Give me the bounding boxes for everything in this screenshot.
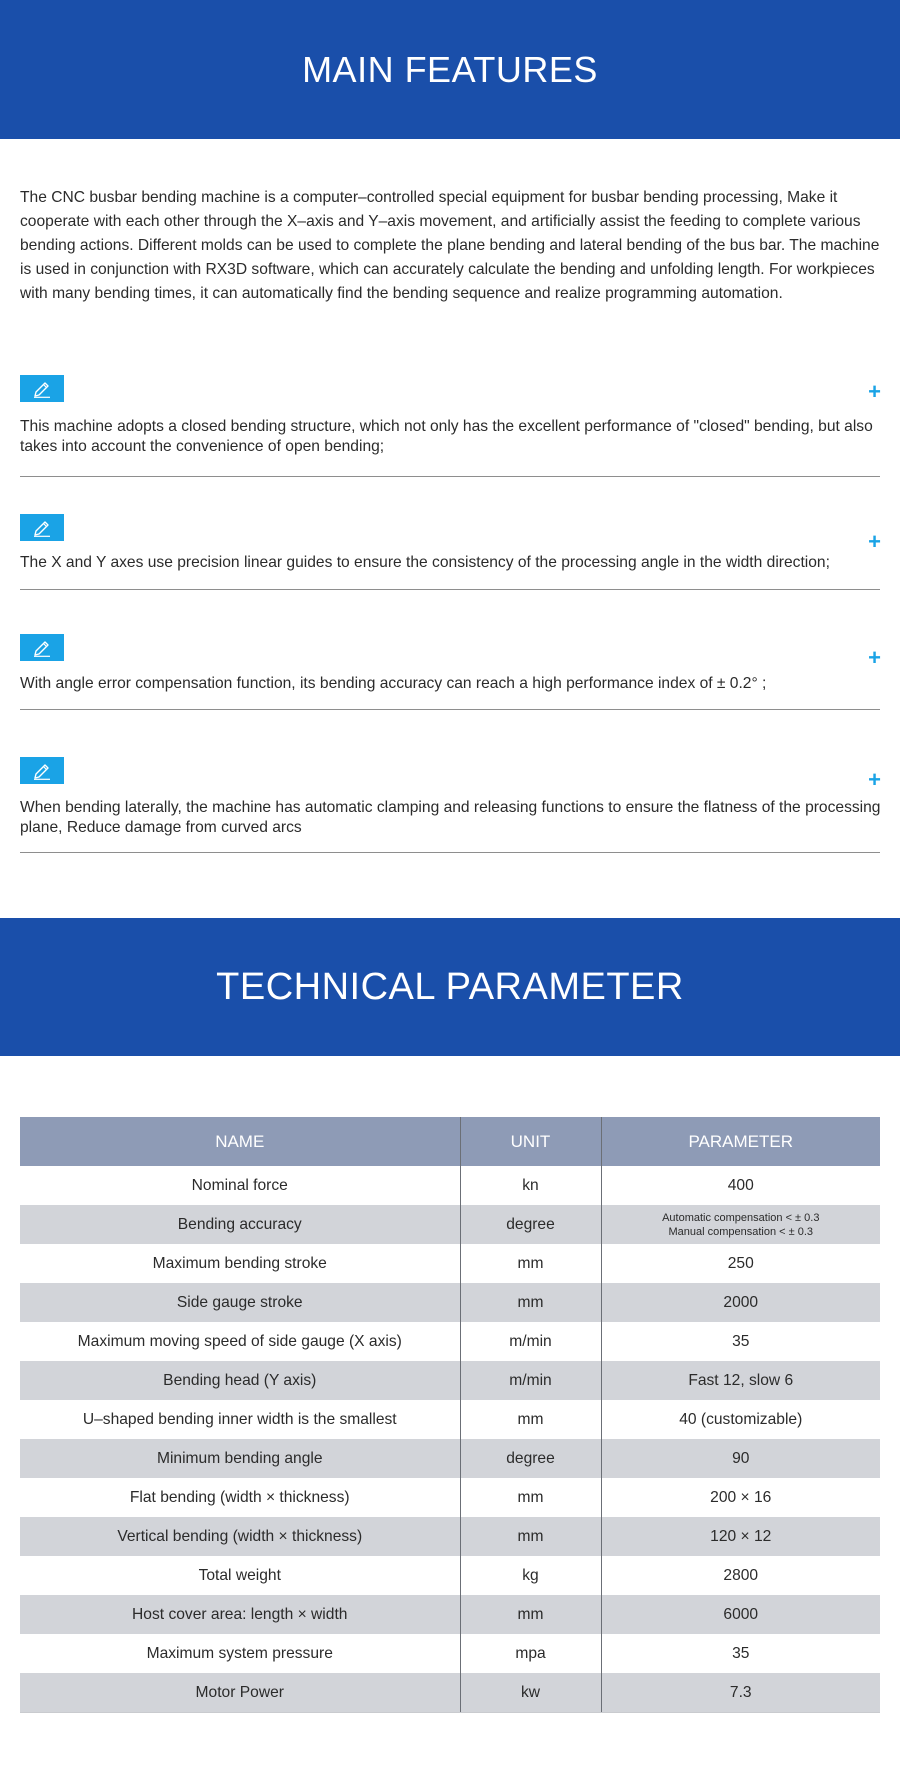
column-header-unit: UNIT (460, 1117, 601, 1166)
cell-name: Minimum bending angle (20, 1439, 460, 1478)
table-row (20, 1205, 880, 1244)
pencil-icon (20, 514, 64, 541)
table-row (20, 1673, 880, 1713)
cell-unit: mpa (460, 1634, 601, 1673)
cell-name: Motor Power (20, 1673, 460, 1713)
pencil-icon (20, 375, 64, 402)
cell-parameter: 200 × 16 (601, 1478, 880, 1517)
main-features-heading: MAIN FEATURES (302, 48, 598, 90)
cell-unit: kg (460, 1556, 601, 1595)
divider (20, 589, 880, 590)
cell-unit: mm (460, 1283, 601, 1322)
cell-unit: mm (460, 1244, 601, 1283)
technical-parameter-heading: TECHNICAL PARAMETER (216, 965, 684, 1008)
cell-name: Vertical bending (width × thickness) (20, 1517, 460, 1556)
cell-parameter: 400 (601, 1166, 880, 1205)
cell-unit: m/min (460, 1361, 601, 1400)
main-features-banner (0, 0, 900, 139)
cell-name: U–shaped bending inner width is the smallest (82, 1410, 397, 1428)
cell-name: Maximum bending stroke (152, 1254, 327, 1272)
cell-unit: degree (460, 1439, 601, 1478)
cell-parameter: 7.3 (601, 1673, 880, 1713)
cell-parameter: 6000 (601, 1595, 880, 1634)
table-row (20, 1556, 880, 1595)
expand-plus-icon[interactable]: + (868, 767, 881, 792)
cell-name: Side gauge stroke (20, 1283, 460, 1322)
cell-unit: kw (460, 1673, 601, 1713)
cell-parameter: Fast 12, slow 6 (601, 1361, 880, 1400)
table-row (20, 1478, 880, 1517)
expand-plus-icon[interactable]: + (868, 645, 881, 670)
divider (20, 852, 880, 853)
cell-unit: mm (460, 1400, 601, 1439)
cell-name: Host cover area: length × width (20, 1595, 460, 1634)
parameter-line: Manual compensation < ± 0.3 (668, 1225, 814, 1238)
technical-parameter-banner (0, 918, 900, 1056)
parameter-table (20, 1117, 880, 1713)
cell-name: Total weight (198, 1566, 281, 1584)
pencil-icon (20, 757, 64, 784)
cell-parameter: 35 (601, 1322, 880, 1361)
table-row (20, 1166, 880, 1205)
cell-unit: degree (460, 1205, 601, 1244)
cell-parameter: 2800 (601, 1556, 880, 1595)
table-row (20, 1322, 880, 1361)
table-row (20, 1283, 880, 1322)
feature-text: The X and Y axes use precision linear guides to ensure the consistency of the processing angle in the width direction; (20, 554, 830, 571)
cell-unit: mm (460, 1595, 601, 1634)
cell-name: Nominal force (191, 1176, 288, 1194)
cell-parameter: 2000 (601, 1283, 880, 1322)
table-row (20, 1439, 880, 1478)
feature-text: With angle error compensation function, its bending accuracy can reach a high performance index of ± 0.2° ; (20, 675, 767, 692)
feature-text: When bending laterally, the machine has automatic clamping and releasing functions to ensure the flatness of the processing plane, Reduce damage from curved arcs (20, 799, 881, 836)
cell-name: Bending accuracy (20, 1205, 460, 1244)
cell-unit: mm (460, 1478, 601, 1517)
expand-plus-icon[interactable]: + (868, 379, 881, 404)
table-row (20, 1595, 880, 1634)
table-row (20, 1517, 880, 1556)
column-header-name: NAME (20, 1117, 460, 1166)
divider (20, 709, 880, 710)
table-header-row (20, 1117, 880, 1166)
cell-parameter: 90 (601, 1439, 880, 1478)
cell-parameter: 120 × 12 (601, 1517, 880, 1556)
cell-name: Maximum moving speed of side gauge (X axis) (77, 1332, 402, 1350)
cell-name: Maximum system pressure (146, 1644, 333, 1662)
cell-unit: kn (460, 1166, 601, 1205)
parameter-line: Automatic compensation < ± 0.3 (662, 1211, 820, 1224)
expand-plus-icon[interactable]: + (868, 529, 881, 554)
table-row (20, 1361, 880, 1400)
pencil-icon (20, 634, 64, 661)
cell-parameter: 250 (601, 1244, 880, 1283)
cell-parameter: 40 (customizable) (601, 1400, 880, 1439)
table-row (20, 1400, 880, 1439)
feature-text: This machine adopts a closed bending structure, which not only has the excellent performance of "closed" bending, but also takes into account the convenience of open bending; (20, 418, 873, 455)
cell-unit: mm (460, 1517, 601, 1556)
cell-unit: m/min (460, 1322, 601, 1361)
table-row (20, 1634, 880, 1673)
column-header-parameter: PARAMETER (601, 1117, 880, 1166)
intro-paragraph: The CNC busbar bending machine is a computer–controlled special equipment for busbar bending processing, Make it cooperate with each other through the X–axis and Y–axis movement, and artificially assist the feeding to complete various bending actions. Different molds can be used to complete the plane bending and lateral bending of the bus bar. The machine is used in conjunction with RX3D software, which can accurately calculate the bending and unfolding length. For workpieces with many bending times, it can automatically find the bending sequence and realize programming automation. (20, 189, 880, 302)
cell-parameter: 35 (601, 1634, 880, 1673)
divider (20, 476, 880, 477)
cell-parameter (601, 1205, 880, 1244)
cell-name: Bending head (Y axis) (20, 1361, 460, 1400)
table-row (20, 1244, 880, 1283)
cell-name: Flat bending (width × thickness) (129, 1488, 350, 1506)
